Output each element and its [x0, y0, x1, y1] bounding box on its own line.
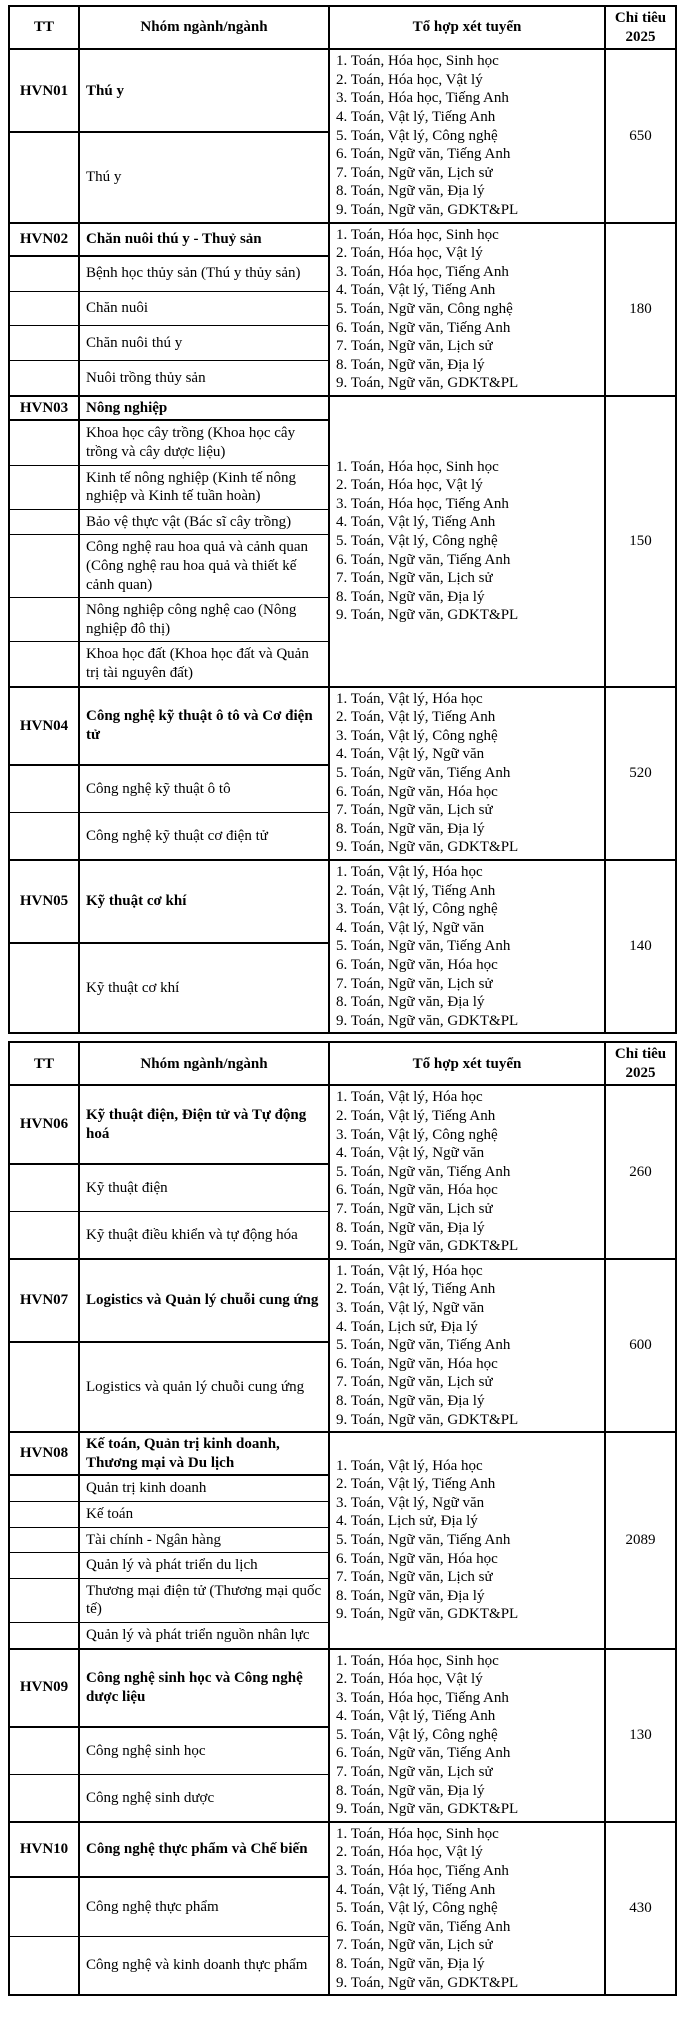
- major-name: Công nghệ sinh học: [79, 1727, 329, 1774]
- major-name: Kỹ thuật cơ khí: [79, 943, 329, 1033]
- tt-spacer-cell: [9, 1342, 79, 1432]
- quota-value: 260: [605, 1085, 676, 1258]
- combo-list: [329, 1432, 605, 1648]
- combo-item: 6. Toán, Ngữ văn, Tiếng Anh: [336, 551, 511, 568]
- group-name: Kỹ thuật điện, Điện tử và Tự động hoá: [79, 1085, 329, 1163]
- section-code: HVN05: [9, 860, 79, 943]
- section-code: HVN04: [9, 687, 79, 765]
- quota-value: 130: [605, 1649, 676, 1822]
- section-group-row: [9, 223, 676, 256]
- combo-item: 4. Toán, Lịch sử, Địa lý: [336, 1318, 478, 1335]
- combo-item: 2. Toán, Hóa học, Vật lý: [336, 477, 483, 494]
- combo-item: 5. Toán, Vật lý, Công nghệ: [336, 532, 498, 549]
- combo-item: 4. Toán, Lịch sử, Địa lý: [336, 1513, 478, 1530]
- combo-item: 6. Toán, Ngữ văn, Hóa học: [336, 1355, 498, 1372]
- header-quota: Chỉ tiêu 2025: [605, 6, 676, 49]
- header-quota: Chỉ tiêu 2025: [605, 1042, 676, 1085]
- table-header: [9, 6, 676, 49]
- major-name: Thú y: [79, 132, 329, 222]
- section-group-row: [9, 687, 676, 765]
- combo-item: 9. Toán, Ngữ văn, GDKT&PL: [336, 1801, 519, 1818]
- major-name: Công nghệ thực phẩm: [79, 1877, 329, 1936]
- admissions-table-2: [8, 1041, 677, 1996]
- group-name: Công nghệ kỹ thuật ô tô và Cơ điện tử: [79, 687, 329, 765]
- combo-item: 5. Toán, Vật lý, Công nghệ: [336, 1900, 498, 1917]
- major-name: Quản lý và phát triển du lịch: [79, 1553, 329, 1579]
- major-name: Nuôi trồng thủy sản: [79, 361, 329, 396]
- combo-item: 4. Toán, Vật lý, Tiếng Anh: [336, 1708, 496, 1725]
- combo-item: 1. Toán, Vật lý, Hóa học: [336, 1262, 483, 1279]
- combo-item: 7. Toán, Ngữ văn, Lịch sử: [336, 164, 493, 181]
- combo-item: 9. Toán, Ngữ văn, GDKT&PL: [336, 839, 519, 856]
- quota-value: 650: [605, 49, 676, 222]
- section-group-row: [9, 1822, 676, 1878]
- tt-spacer-cell: [9, 1877, 79, 1936]
- combo-list: [329, 223, 605, 396]
- combo-item: 8. Toán, Ngữ văn, Địa lý: [336, 820, 485, 837]
- group-name: Logistics và Quản lý chuỗi cung ứng: [79, 1259, 329, 1342]
- combo-item: 1. Toán, Hóa học, Sinh học: [336, 1652, 499, 1669]
- combo-item: 4. Toán, Vật lý, Ngữ văn: [336, 746, 485, 763]
- tt-spacer-cell: [9, 420, 79, 465]
- major-name: Kế toán: [79, 1501, 329, 1527]
- combo-item: 3. Toán, Vật lý, Ngữ văn: [336, 1300, 485, 1316]
- combo-item: 2. Toán, Vật lý, Tiếng Anh: [336, 1281, 496, 1298]
- combo-item: 8. Toán, Ngữ văn, Địa lý: [336, 356, 485, 373]
- combo-item: 8. Toán, Ngữ văn, Địa lý: [336, 1392, 485, 1409]
- major-name: Khoa học cây trồng (Khoa học cây trồng và cây dược liệu): [79, 420, 329, 465]
- header-group: Nhóm ngành/ngành: [79, 6, 329, 49]
- major-name: Bảo vệ thực vật (Bác sĩ cây trồng): [79, 509, 329, 535]
- combo-item: 8. Toán, Ngữ văn, Địa lý: [336, 1782, 485, 1799]
- tt-spacer-cell: [9, 291, 79, 326]
- major-name: Quản lý và phát triển nguồn nhân lực: [79, 1622, 329, 1648]
- combo-item: 7. Toán, Ngữ văn, Lịch sử: [336, 1764, 493, 1781]
- combo-item: 6. Toán, Ngữ văn, Tiếng Anh: [336, 319, 511, 336]
- combo-item: 8. Toán, Ngữ văn, Địa lý: [336, 1956, 485, 1972]
- combo-item: 2. Toán, Hóa học, Vật lý: [336, 1844, 483, 1861]
- tt-spacer-cell: [9, 132, 79, 222]
- combo-item: 6. Toán, Ngữ văn, Tiếng Anh: [336, 1745, 511, 1762]
- tt-spacer-cell: [9, 1211, 79, 1258]
- combo-item: 2. Toán, Hóa học, Vật lý: [336, 245, 483, 262]
- tt-spacer-cell: [9, 361, 79, 396]
- combo-item: 7. Toán, Ngữ văn, Lịch sử: [336, 1201, 493, 1218]
- header-tt: TT: [9, 1042, 79, 1085]
- tt-spacer-cell: [9, 642, 79, 687]
- section-group-row: [9, 49, 676, 132]
- section-code: HVN03: [9, 396, 79, 421]
- quota-value: 2089: [605, 1432, 676, 1648]
- group-name: Chăn nuôi thú y - Thuỷ sản: [79, 223, 329, 256]
- combo-item: 5. Toán, Ngữ văn, Công nghệ: [336, 300, 513, 317]
- combo-item: 4. Toán, Vật lý, Tiếng Anh: [336, 514, 496, 531]
- group-name: Nông nghiệp: [79, 396, 329, 421]
- combo-item: 2. Toán, Vật lý, Tiếng Anh: [336, 1108, 496, 1125]
- combo-list: [329, 1085, 605, 1258]
- combo-item: 1. Toán, Hóa học, Sinh học: [336, 458, 499, 475]
- major-name: Nông nghiệp công nghệ cao (Nông nghiệp đô thị): [79, 598, 329, 642]
- section-code: HVN10: [9, 1822, 79, 1878]
- combo-item: 7. Toán, Ngữ văn, Lịch sử: [336, 570, 493, 587]
- group-name: Kỹ thuật cơ khí: [79, 860, 329, 943]
- major-name: Công nghệ kỹ thuật cơ điện tử: [79, 813, 329, 860]
- combo-item: 8. Toán, Ngữ văn, Địa lý: [336, 1219, 485, 1236]
- combo-item: 6. Toán, Ngữ văn, Hóa học: [336, 783, 498, 800]
- quota-value: 180: [605, 223, 676, 396]
- section-code: HVN02: [9, 223, 79, 256]
- section-group-row: [9, 1085, 676, 1163]
- combo-item: 5. Toán, Vật lý, Công nghệ: [336, 1726, 498, 1743]
- combo-item: 4. Toán, Vật lý, Tiếng Anh: [336, 282, 496, 299]
- quota-value: 520: [605, 687, 676, 860]
- combo-item: 3. Toán, Vật lý, Công nghệ: [336, 727, 498, 744]
- combo-item: 4. Toán, Vật lý, Ngữ văn: [336, 919, 485, 936]
- combo-item: 5. Toán, Ngữ văn, Tiếng Anh: [336, 764, 511, 781]
- combo-item: 3. Toán, Vật lý, Công nghệ: [336, 1126, 498, 1143]
- section-group-row: [9, 1259, 676, 1342]
- combo-list: [329, 860, 605, 1033]
- tt-spacer-cell: [9, 1727, 79, 1774]
- tt-spacer-cell: [9, 509, 79, 535]
- combo-item: 6. Toán, Ngữ văn, Hóa học: [336, 1182, 498, 1199]
- quota-value: 430: [605, 1822, 676, 1995]
- major-name: Kinh tế nông nghiệp (Kinh tế nông nghiệp và Kinh tế tuần hoàn): [79, 465, 329, 509]
- section-code: HVN08: [9, 1432, 79, 1475]
- combo-item: 9. Toán, Ngữ văn, GDKT&PL: [336, 375, 519, 392]
- combo-item: 1. Toán, Vật lý, Hóa học: [336, 1457, 483, 1474]
- combo-item: 9. Toán, Ngữ văn, GDKT&PL: [336, 201, 519, 218]
- tt-spacer-cell: [9, 765, 79, 812]
- combo-item: 6. Toán, Ngữ văn, Hóa học: [336, 1550, 498, 1567]
- combo-item: 5. Toán, Ngữ văn, Tiếng Anh: [336, 1163, 511, 1180]
- table-body: [9, 1085, 676, 1995]
- tt-spacer-cell: [9, 943, 79, 1033]
- combo-item: 5. Toán, Ngữ văn, Tiếng Anh: [336, 1337, 511, 1354]
- combo-item: 9. Toán, Ngữ văn, GDKT&PL: [336, 1974, 519, 1991]
- section-code: HVN06: [9, 1085, 79, 1163]
- combo-item: 3. Toán, Hóa học, Tiếng Anh: [336, 263, 509, 280]
- major-name: Kỹ thuật điện: [79, 1164, 329, 1211]
- combo-item: 8. Toán, Ngữ văn, Địa lý: [336, 588, 485, 605]
- tt-spacer-cell: [9, 326, 79, 361]
- tt-spacer-cell: [9, 1774, 79, 1821]
- major-name: Thương mại điện tử (Thương mại quốc tế): [79, 1578, 329, 1622]
- tt-spacer-cell: [9, 598, 79, 642]
- combo-list: [329, 1259, 605, 1432]
- major-name: Quản trị kinh doanh: [79, 1475, 329, 1501]
- combo-item: 1. Toán, Vật lý, Hóa học: [336, 863, 483, 880]
- section-group-row: [9, 1649, 676, 1727]
- header-row: [9, 6, 676, 49]
- group-name: Công nghệ sinh học và Công nghệ dược liệu: [79, 1649, 329, 1727]
- section-group-row: [9, 396, 676, 421]
- combo-item: 4. Toán, Vật lý, Tiếng Anh: [336, 108, 496, 125]
- quota-value: 600: [605, 1259, 676, 1432]
- combo-item: 2. Toán, Hóa học, Vật lý: [336, 1671, 483, 1688]
- combo-item: 3. Toán, Vật lý, Ngữ văn: [336, 1494, 485, 1511]
- combo-item: 1. Toán, Vật lý, Hóa học: [336, 690, 483, 707]
- header-combos: Tổ hợp xét tuyển: [329, 1042, 605, 1085]
- combo-item: 8. Toán, Ngữ văn, Địa lý: [336, 994, 485, 1011]
- combo-item: 9. Toán, Ngữ văn, GDKT&PL: [336, 1012, 519, 1029]
- combo-item: 3. Toán, Hóa học, Tiếng Anh: [336, 495, 509, 512]
- group-name: Kế toán, Quản trị kinh doanh, Thương mại và Du lịch: [79, 1432, 329, 1475]
- combo-item: 8. Toán, Ngữ văn, Địa lý: [336, 1587, 485, 1604]
- combo-item: 1. Toán, Vật lý, Hóa học: [336, 1089, 483, 1106]
- combo-item: 2. Toán, Vật lý, Tiếng Anh: [336, 882, 496, 899]
- combo-list: [329, 396, 605, 687]
- combo-item: 3. Toán, Hóa học, Tiếng Anh: [336, 90, 509, 107]
- combo-item: 4. Toán, Vật lý, Ngữ văn: [336, 1145, 485, 1162]
- header-row: [9, 1042, 676, 1085]
- tt-spacer-cell: [9, 1553, 79, 1579]
- combo-item: 9. Toán, Ngữ văn, GDKT&PL: [336, 1238, 519, 1255]
- major-name: Chăn nuôi: [79, 291, 329, 326]
- major-name: Chăn nuôi thú y: [79, 326, 329, 361]
- combo-item: 7. Toán, Ngữ văn, Lịch sử: [336, 1569, 493, 1586]
- combo-item: 1. Toán, Hóa học, Sinh học: [336, 226, 499, 243]
- combo-item: 4. Toán, Vật lý, Tiếng Anh: [336, 1881, 496, 1898]
- major-name: Bệnh học thủy sản (Thú y thủy sản): [79, 256, 329, 291]
- section-group-row: [9, 1432, 676, 1475]
- combo-item: 3. Toán, Hóa học, Tiếng Anh: [336, 1863, 509, 1880]
- combo-item: 5. Toán, Ngữ văn, Tiếng Anh: [336, 1532, 511, 1549]
- combo-list: [329, 1649, 605, 1822]
- combo-list: [329, 49, 605, 222]
- combo-item: 6. Toán, Ngữ văn, Hóa học: [336, 956, 498, 973]
- section-code: HVN07: [9, 1259, 79, 1342]
- tt-spacer-cell: [9, 1527, 79, 1553]
- combo-item: 6. Toán, Ngữ văn, Tiếng Anh: [336, 1918, 511, 1935]
- combo-item: 3. Toán, Hóa học, Tiếng Anh: [336, 1689, 509, 1706]
- combo-item: 5. Toán, Vật lý, Công nghệ: [336, 127, 498, 144]
- tt-spacer-cell: [9, 535, 79, 598]
- major-name: Công nghệ sinh dược: [79, 1774, 329, 1821]
- tt-spacer-cell: [9, 1501, 79, 1527]
- section-group-row: [9, 860, 676, 943]
- table-header: [9, 1042, 676, 1085]
- tt-spacer-cell: [9, 1475, 79, 1501]
- group-name: Thú y: [79, 49, 329, 132]
- major-name: Tài chính - Ngân hàng: [79, 1527, 329, 1553]
- major-name: Kỹ thuật điều khiển và tự động hóa: [79, 1211, 329, 1258]
- combo-item: 2. Toán, Vật lý, Tiếng Anh: [336, 709, 496, 726]
- combo-item: 7. Toán, Ngữ văn, Lịch sử: [336, 975, 493, 992]
- admissions-table-1: [8, 5, 677, 1034]
- tt-spacer-cell: [9, 1164, 79, 1211]
- tt-spacer-cell: [9, 256, 79, 291]
- combo-item: 3. Toán, Vật lý, Công nghệ: [336, 901, 498, 918]
- quota-value: 150: [605, 396, 676, 687]
- quota-value: 140: [605, 860, 676, 1033]
- combo-item: 2. Toán, Hóa học, Vật lý: [336, 71, 483, 88]
- major-name: Công nghệ và kinh doanh thực phẩm: [79, 1936, 329, 1995]
- combo-list: [329, 1822, 605, 1995]
- combo-item: 7. Toán, Ngữ văn, Lịch sử: [336, 338, 493, 355]
- combo-item: 9. Toán, Ngữ văn, GDKT&PL: [336, 1606, 519, 1623]
- tt-spacer-cell: [9, 1936, 79, 1995]
- group-name: Công nghệ thực phẩm và Chế biến: [79, 1822, 329, 1878]
- combo-item: 7. Toán, Ngữ văn, Lịch sử: [336, 1937, 493, 1954]
- combo-item: 8. Toán, Ngữ văn, Địa lý: [336, 183, 485, 200]
- combo-item: 5. Toán, Ngữ văn, Tiếng Anh: [336, 938, 511, 955]
- table-body: [9, 49, 676, 1033]
- major-name: Khoa học đất (Khoa học đất và Quản trị tài nguyên đất): [79, 642, 329, 687]
- header-group: Nhóm ngành/ngành: [79, 1042, 329, 1085]
- section-code: HVN01: [9, 49, 79, 132]
- combo-item: 1. Toán, Hóa học, Sinh học: [336, 53, 499, 70]
- combo-item: 7. Toán, Ngữ văn, Lịch sử: [336, 1374, 493, 1391]
- combo-item: 2. Toán, Vật lý, Tiếng Anh: [336, 1476, 496, 1493]
- major-name: Công nghệ kỹ thuật ô tô: [79, 765, 329, 812]
- tt-spacer-cell: [9, 813, 79, 860]
- combo-item: 7. Toán, Ngữ văn, Lịch sử: [336, 802, 493, 819]
- major-name: Logistics và quản lý chuỗi cung ứng: [79, 1342, 329, 1432]
- combo-item: 6. Toán, Ngữ văn, Tiếng Anh: [336, 146, 511, 163]
- header-combos: Tổ hợp xét tuyển: [329, 6, 605, 49]
- tt-spacer-cell: [9, 465, 79, 509]
- tt-spacer-cell: [9, 1578, 79, 1622]
- combo-item: 9. Toán, Ngữ văn, GDKT&PL: [336, 1411, 519, 1428]
- combo-list: [329, 687, 605, 860]
- header-tt: TT: [9, 6, 79, 49]
- combo-item: 1. Toán, Hóa học, Sinh học: [336, 1825, 499, 1842]
- major-name: Công nghệ rau hoa quả và cảnh quan (Công nghệ rau hoa quả và thiết kế cảnh quan): [79, 535, 329, 598]
- combo-item: 9. Toán, Ngữ văn, GDKT&PL: [336, 607, 519, 624]
- tt-spacer-cell: [9, 1622, 79, 1648]
- section-code: HVN09: [9, 1649, 79, 1727]
